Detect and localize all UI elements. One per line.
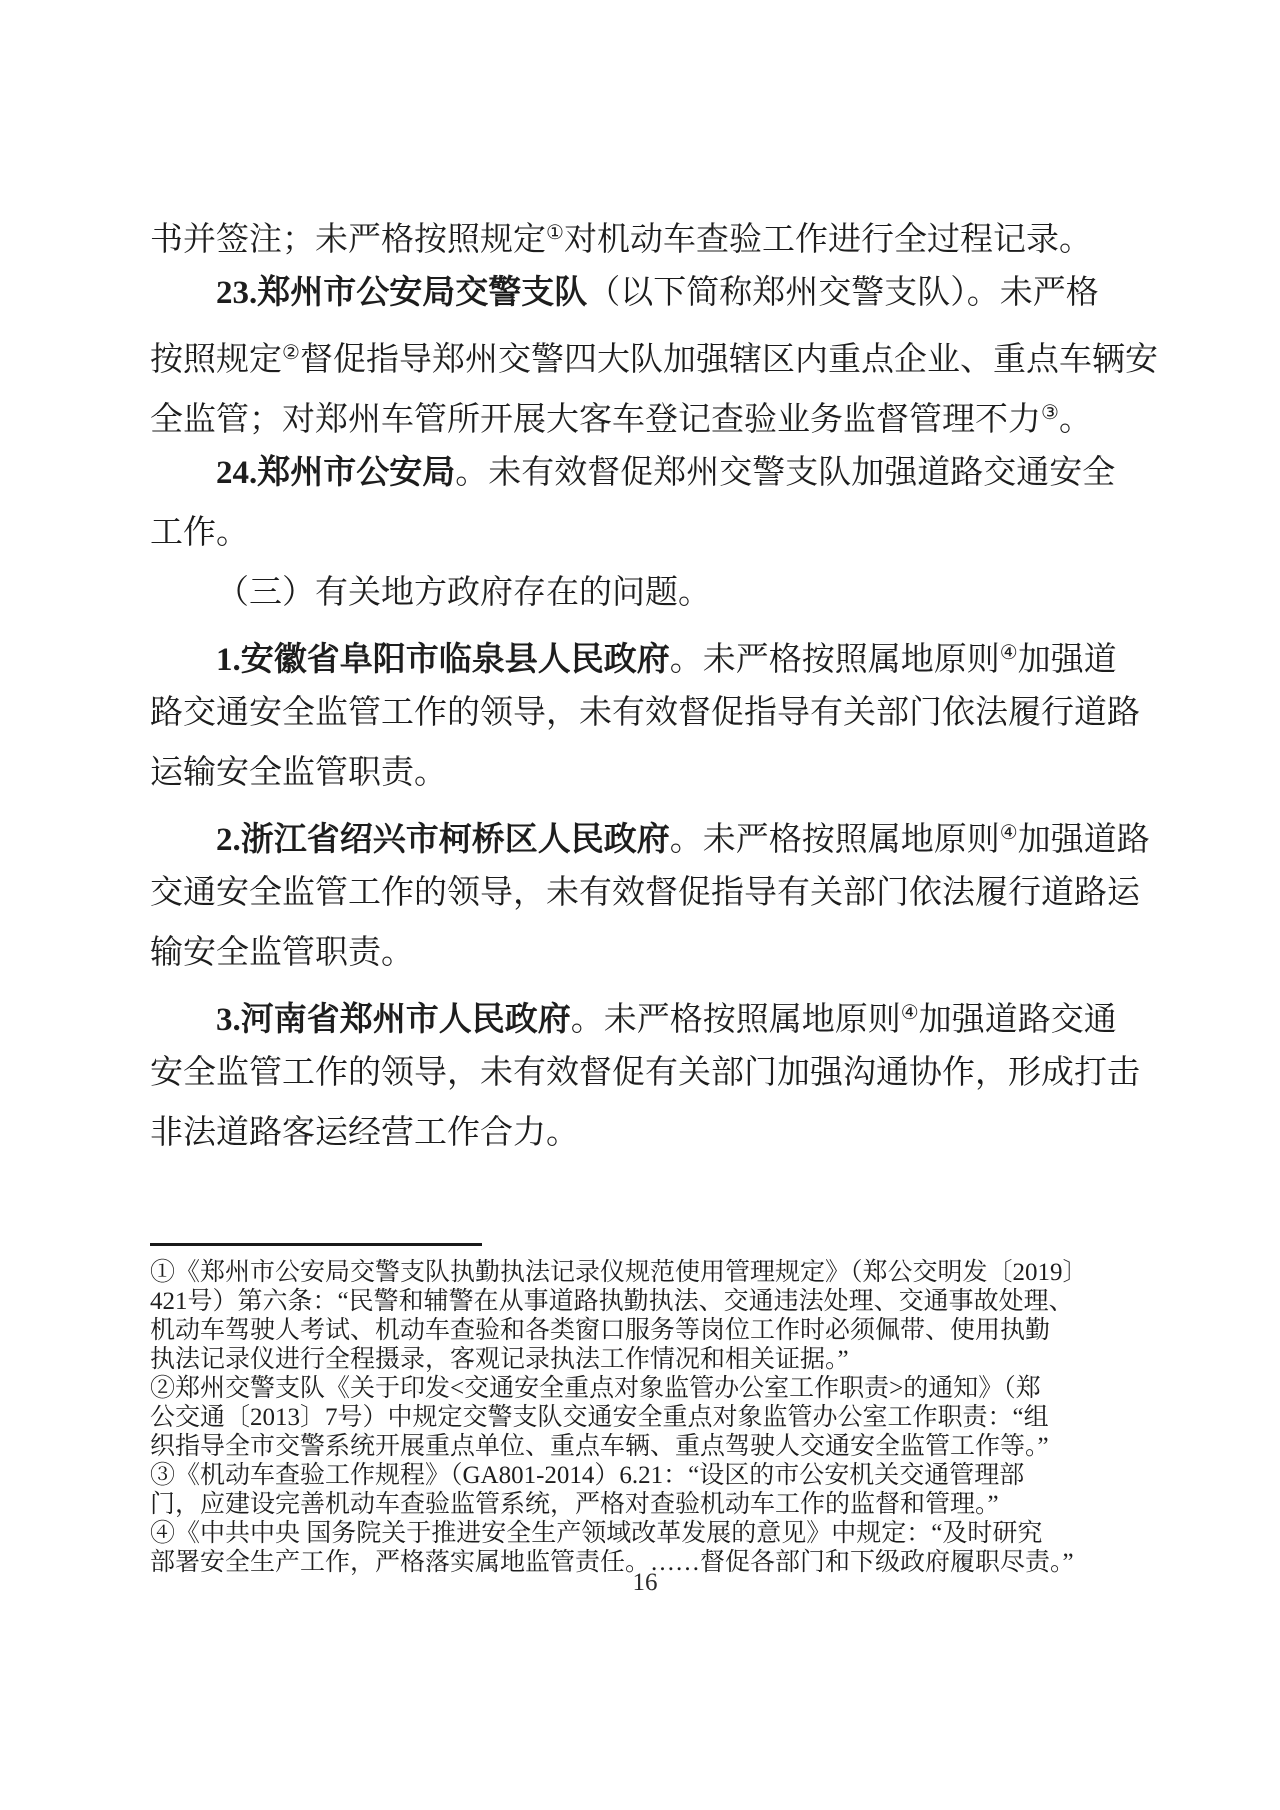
body-line-2	[150, 273, 1231, 313]
body-line-9: 路交通安全监管工作的领导，未有效督促指导有关部门依法履行道路	[150, 695, 1140, 731]
body-line-1-text: 书并签注；未严格按照规定	[150, 222, 546, 258]
footnote-line-2: 421号）第六条：“民警和辅警在从事道路执勤执法、交通违法处理、交通事故处理、	[150, 1288, 1074, 1315]
item-1-heading: 1.安徽省阜阳市临泉县人民政府	[216, 642, 670, 678]
footnote-ref-4a: ④	[999, 642, 1018, 664]
body-line-14-cont: 加强道路交通	[918, 1002, 1117, 1038]
footnote-line-4: 执法记录仪进行全程摄录，客观记录执法工作情况和相关证据。”	[150, 1346, 849, 1373]
body-line-2-text: （以下简称郑州交警支队）。未严格	[587, 275, 1099, 311]
footnote-line-3: 机动车驾驶人考试、机动车查验和各类窗口服务等岗位工作时必须佩带、使用执勤	[150, 1317, 1051, 1344]
footnote-line-6: 公交通〔2013〕7号）中规定交警支队交通安全重点对象监管办公室工作职责：“组	[150, 1404, 1049, 1431]
footnote-ref-4b: ④	[999, 822, 1018, 844]
item-24-heading: 24.郑州市公安局	[216, 455, 456, 491]
body-line-6: 工作。	[150, 515, 249, 551]
body-line-4-text: 全监管；对郑州车管所开展大客车登记查验业务监督管理不力	[150, 402, 1041, 438]
body-line-1-cont: 对机动车查验工作进行全过程记录。	[563, 222, 1092, 258]
footnote-line-1: ①《郑州市公安局交警支队执勤执法记录仪规范使用管理规定》（郑公交明发〔2019〕	[150, 1259, 1088, 1286]
body-line-12: 交通安全监管工作的领导，未有效督促指导有关部门依法履行道路运	[150, 875, 1140, 911]
footnote-separator	[150, 1243, 482, 1246]
footnote-ref-4c: ④	[900, 1002, 919, 1024]
body-line-11-text: 。未严格按照属地原则	[669, 822, 1000, 858]
footnote-line-7: 织指导全市交警系统开展重点单位、重点车辆、重点驾驶人交通安全监管工作等。”	[150, 1433, 1049, 1460]
item-3-heading: 3.河南省郑州市人民政府	[216, 1002, 571, 1038]
body-line-8-cont: 加强道	[1017, 642, 1117, 678]
body-line-11-cont: 加强道路	[1017, 822, 1150, 858]
body-line-5-text: 。未有效督促郑州交警支队加强道路交通安全	[455, 455, 1116, 491]
body-line-15: 安全监管工作的领导，未有效督促有关部门加强沟通协作，形成打击	[150, 1055, 1140, 1091]
body-line-10: 运输安全监管职责。	[150, 755, 447, 791]
body-line-4-cont: 。	[1058, 402, 1092, 438]
body-line-8-text: 。未严格按照属地原则	[669, 642, 1000, 678]
body-line-3-cont: 督促指导郑州交警四大队加强辖区内重点企业、重点车辆安	[299, 342, 1158, 378]
footnote-line-11: 部署安全生产工作，严格落实属地监管责任。……督促各部门和下级政府履职尽责。”	[150, 1549, 1074, 1576]
body-line-8	[150, 633, 1231, 680]
footnote-line-9: 门，应建设完善机动车查验监管系统，严格对查验机动车工作的监督和管理。”	[150, 1491, 999, 1518]
footnote-ref-3: ③	[1041, 402, 1059, 424]
body-line-14	[150, 993, 1231, 1040]
body-line-5	[150, 453, 1231, 493]
body-line-13: 输安全监管职责。	[150, 935, 414, 971]
page-number: 16	[632, 1569, 658, 1596]
footnote-line-10: ④《中共中央 国务院关于推进安全生产领域改革发展的意见》中规定：“及时研究	[150, 1520, 1043, 1547]
footnote-line-8: ③《机动车查验工作规程》（GA801-2014）6.21：“设区的市公安机关交通管理部	[150, 1462, 1025, 1489]
footnote-ref-1: ①	[546, 222, 564, 244]
item-2-heading: 2.浙江省绍兴市柯桥区人民政府	[216, 822, 670, 858]
body-line-14-text: 。未严格按照属地原则	[570, 1002, 901, 1038]
body-line-16: 非法道路客运经营工作合力。	[150, 1115, 579, 1151]
footnote-ref-2: ②	[282, 342, 300, 364]
body-line-11	[150, 813, 1231, 860]
footnote-line-5: ②郑州交警支队《关于印发<交通安全重点对象监管办公室工作职责>的通知》（郑	[150, 1375, 1041, 1402]
body-line-3	[150, 333, 1165, 380]
body-line-3-text: 按照规定	[150, 342, 282, 378]
body-line-1	[150, 213, 1165, 260]
body-line-4	[150, 393, 1165, 440]
section-heading-3: （三）有关地方政府存在的问题。	[216, 575, 711, 611]
item-23-heading: 23.郑州市公安局交警支队	[216, 275, 588, 311]
